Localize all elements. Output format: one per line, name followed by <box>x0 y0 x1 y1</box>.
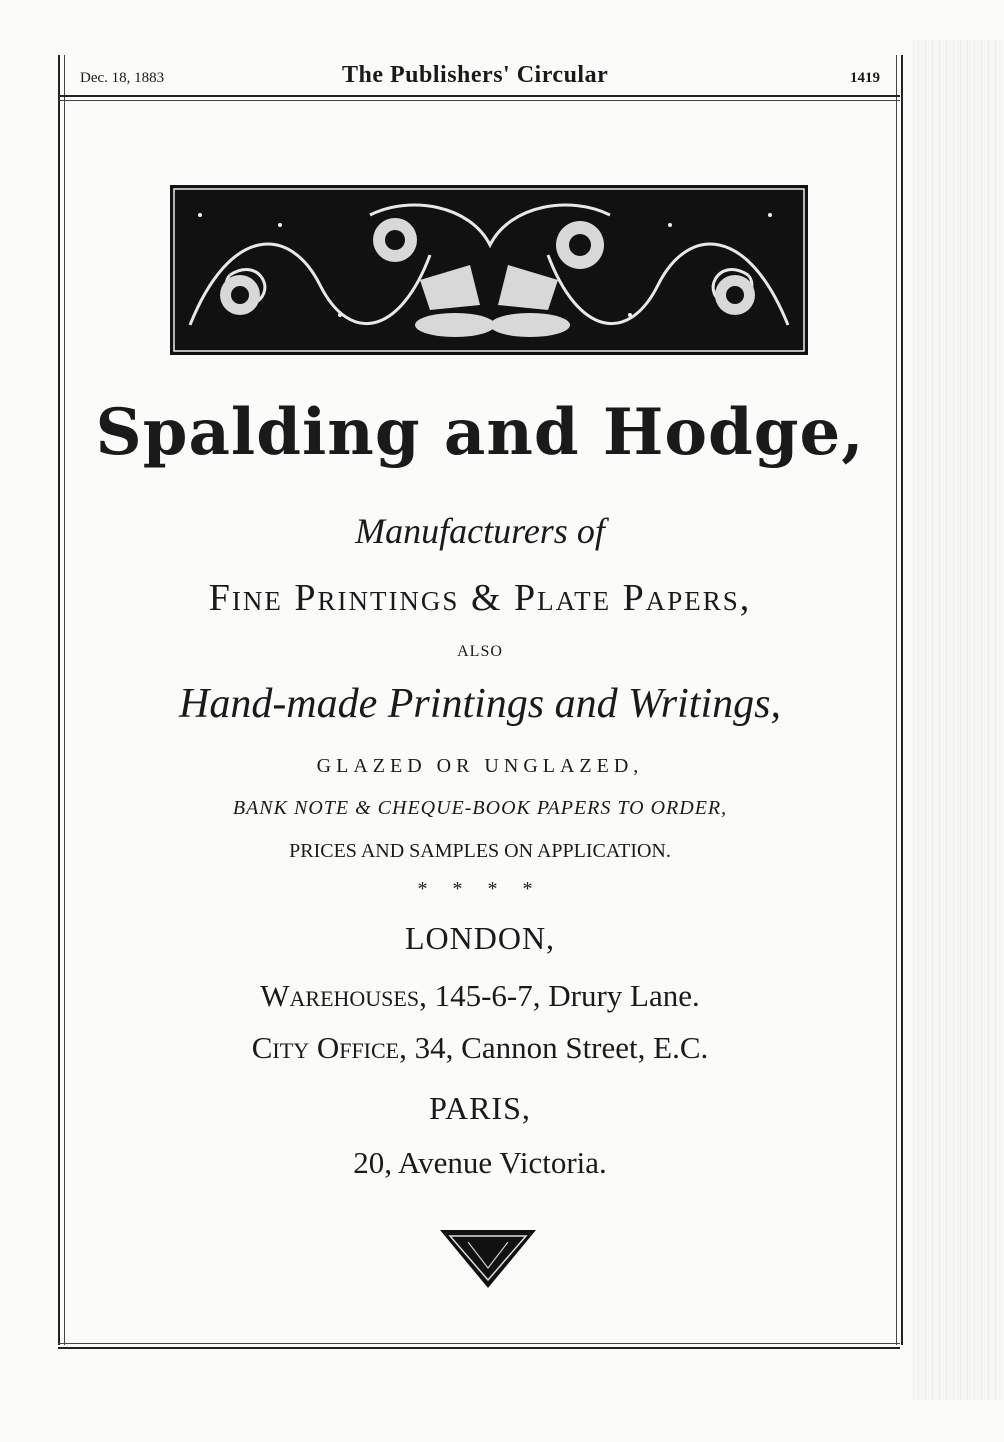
paris-address: 20, Avenue Victoria. <box>353 1145 607 1180</box>
inverted-triangle-ornament-icon <box>438 1228 538 1290</box>
paris-heading: PARIS, <box>429 1090 531 1126</box>
handmade-line: Hand-made Printings and Writings, <box>178 681 781 727</box>
firm-name: Spalding and Hodge, <box>95 395 865 470</box>
frame-top-rule <box>58 95 900 101</box>
warehouses-label: Warehouses, <box>260 978 427 1013</box>
adjacent-page-edge <box>912 40 1002 1400</box>
header-date: Dec. 18, 1883 <box>80 70 165 86</box>
glazed-line: GLAZED OR UNGLAZED, <box>316 755 644 777</box>
page-header <box>80 62 880 92</box>
header-title: The Publishers' Circular <box>342 62 609 88</box>
city-office-line <box>60 1030 900 1066</box>
city-office-label: City Office, <box>251 1030 407 1065</box>
warehouses-address: 145-6-7, Drury Lane. <box>434 978 700 1013</box>
warehouses-line <box>60 978 900 1014</box>
prices-line: PRICES AND SAMPLES ON APPLICATION. <box>289 840 671 862</box>
bank-note-line: BANK NOTE & CHEQUE-BOOK PAPERS TO ORDER, <box>232 797 728 819</box>
also-line: ALSO <box>457 643 503 660</box>
city-office-address: 34, Cannon Street, E.C. <box>414 1030 709 1065</box>
star-separator: * * * * <box>417 878 543 900</box>
ornamental-floral-banner-icon <box>170 185 808 355</box>
london-heading: LONDON, <box>404 920 556 956</box>
manufacturers-of-line: Manufacturers of <box>355 511 605 551</box>
header-page-number: 1419 <box>850 70 880 86</box>
frame-bottom-rule <box>58 1343 900 1349</box>
fine-papers-line: Fine Printings & Plate Papers, <box>208 577 752 619</box>
